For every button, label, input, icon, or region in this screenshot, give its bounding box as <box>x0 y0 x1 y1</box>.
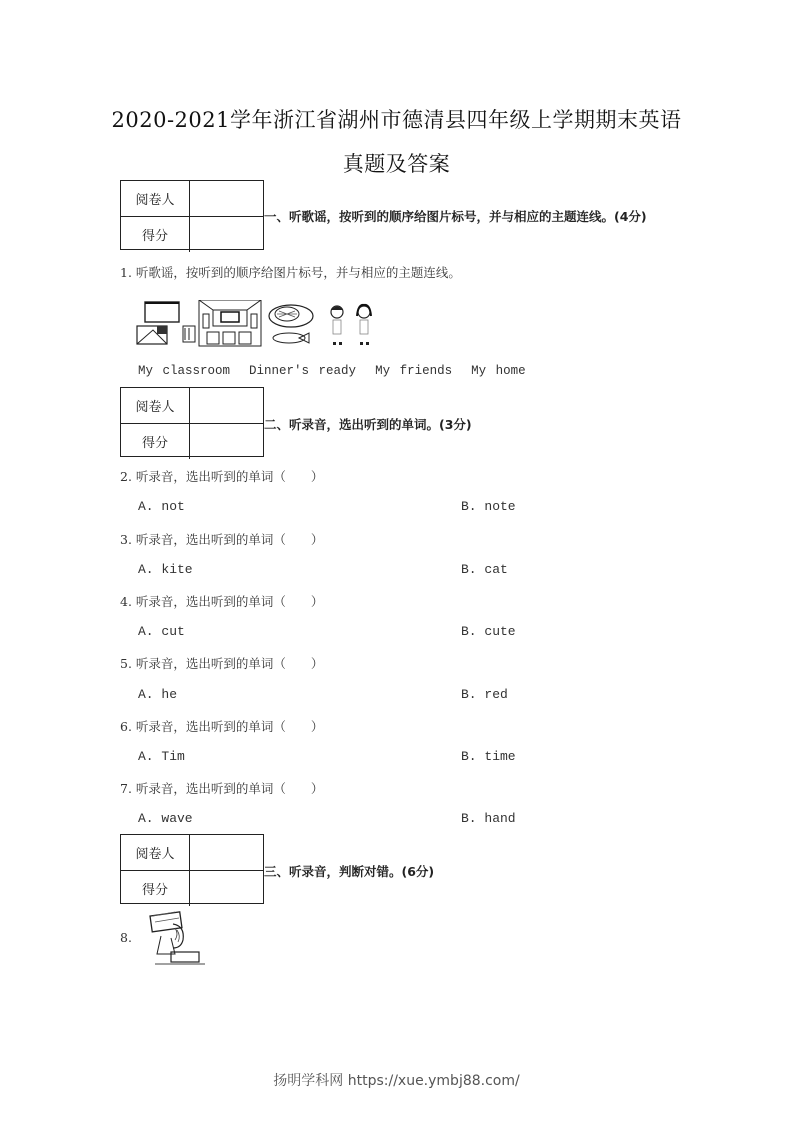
question-number: 3. <box>120 532 132 547</box>
option-b[interactable]: B. cute <box>461 624 516 639</box>
option-a[interactable]: A. Tim <box>138 749 185 764</box>
question-2 <box>120 467 323 485</box>
score-box-section-3 <box>120 834 264 904</box>
reviewer-label: 阅卷人 <box>121 181 190 216</box>
reviewer-field[interactable] <box>190 388 263 423</box>
option-a[interactable]: A. kite <box>138 562 193 577</box>
question-8-number: 8. <box>120 930 132 945</box>
question-number: 4. <box>120 594 132 609</box>
section-2-heading: 二、听录音，选出听到的单词。(3分) <box>264 417 472 432</box>
question-number: 1. <box>120 265 132 280</box>
option-b[interactable]: B. time <box>461 749 516 764</box>
option-a[interactable]: A. he <box>138 687 178 702</box>
question-text: 听录音，选出听到的单词（ ） <box>135 656 324 671</box>
question-text: 听录音，选出听到的单词（ ） <box>135 594 324 609</box>
option-b[interactable]: B. note <box>461 499 516 514</box>
score-box-section-2 <box>120 387 264 457</box>
question-5 <box>120 654 323 672</box>
topic-labels <box>138 364 526 378</box>
topic-my-classroom: My classroom <box>138 364 231 378</box>
option-b[interactable]: B. red <box>461 687 508 702</box>
question-text: 听录音，选出听到的单词（ ） <box>135 719 324 734</box>
question-number: 5. <box>120 656 132 671</box>
section-3-heading: 三、听录音，判断对错。(6分) <box>264 864 435 879</box>
score-field[interactable] <box>190 871 263 906</box>
topic-my-friends: My friends <box>375 364 453 378</box>
score-field[interactable] <box>190 217 263 252</box>
girl-carrying-box-picture <box>145 910 210 966</box>
score-field[interactable] <box>190 424 263 459</box>
question-1 <box>120 263 461 281</box>
question-text: 听歌谣，按听到的顺序给图片标号，并与相应的主题连线。 <box>135 265 461 280</box>
score-label: 得分 <box>121 871 190 906</box>
reviewer-label: 阅卷人 <box>121 388 190 423</box>
option-a[interactable]: A. cut <box>138 624 185 639</box>
section-1-heading: 一、听歌谣，按听到的顺序给图片标号，并与相应的主题连线。(4分) <box>264 209 647 224</box>
question-number: 7. <box>120 781 132 796</box>
document-title-line2: 真题及答案 <box>342 152 451 176</box>
question-3 <box>120 530 323 548</box>
option-a[interactable]: A. wave <box>138 811 193 826</box>
score-label: 得分 <box>121 424 190 459</box>
question-text: 听录音，选出听到的单词（ ） <box>135 469 324 484</box>
option-a[interactable]: A. not <box>138 499 185 514</box>
topic-my-home: My home <box>471 364 526 378</box>
question-text: 听录音，选出听到的单词（ ） <box>135 781 324 796</box>
topic-dinners-ready: Dinner's ready <box>249 364 357 378</box>
question-number: 6. <box>120 719 132 734</box>
document-title-line1: 2020-2021学年浙江省湖州市德清县四年级上学期期末英语 <box>111 108 682 132</box>
footer-watermark: 扬明学科网 https://xue.ymbj88.com/ <box>273 1073 520 1089</box>
score-box-section-1 <box>120 180 264 250</box>
question-6 <box>120 717 323 735</box>
question-number: 2. <box>120 469 132 484</box>
reviewer-label: 阅卷人 <box>121 835 190 870</box>
picture-strip <box>135 300 385 348</box>
reviewer-field[interactable] <box>190 835 263 870</box>
question-text: 听录音，选出听到的单词（ ） <box>135 532 324 547</box>
living-room-picture <box>135 300 385 348</box>
option-b[interactable]: B. cat <box>461 562 508 577</box>
reviewer-field[interactable] <box>190 181 263 216</box>
score-label: 得分 <box>121 217 190 252</box>
question-4 <box>120 592 323 610</box>
option-b[interactable]: B. hand <box>461 811 516 826</box>
question-7 <box>120 779 323 797</box>
